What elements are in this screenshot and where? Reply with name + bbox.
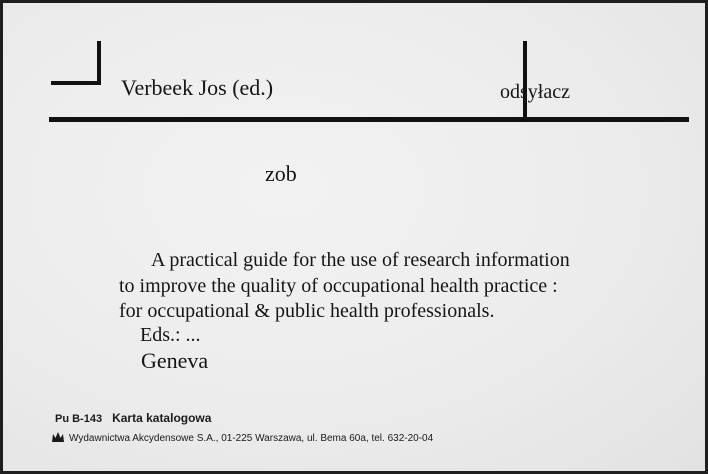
heading-rule <box>49 117 689 122</box>
publisher-info <box>51 431 433 444</box>
body-line-5: Geneva <box>141 348 209 373</box>
body-line-4: Eds.: ... <box>140 324 201 346</box>
form-code: Pu B-143 <box>55 413 103 425</box>
form-info <box>55 411 211 425</box>
corner-mark-vertical <box>97 41 101 85</box>
body-line-2: to improve the quality of occupational health practice : <box>119 275 558 297</box>
see-label: zob <box>265 161 297 186</box>
publisher-logo-icon <box>51 431 65 443</box>
body-line-3: for occupational & public health professionals. <box>119 300 495 322</box>
publisher-text: Wydawnictwa Akcydensowe S.A., 01-225 Warszawa, ul. Bema 60a, tel. 632-20-04 <box>69 433 434 444</box>
corner-mark-horizontal <box>51 81 101 85</box>
card-heading: Verbeek Jos (ed.) <box>121 75 274 100</box>
form-title: Karta katalogowa <box>112 411 212 425</box>
body-line-1: A practical guide for the use of research information <box>151 249 570 271</box>
reference-label: odsyłacz <box>500 81 570 103</box>
